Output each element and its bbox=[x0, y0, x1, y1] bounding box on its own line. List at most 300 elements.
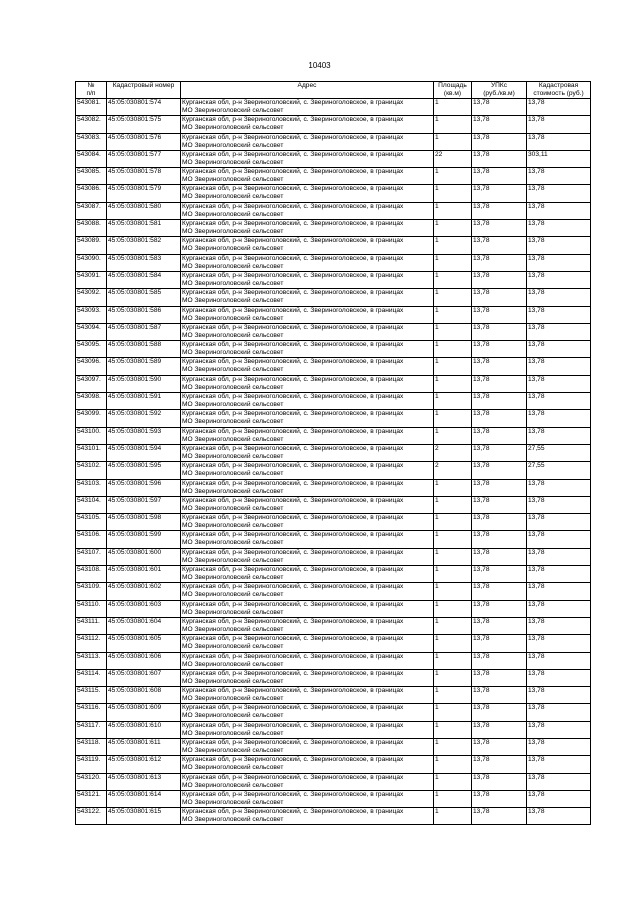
upks-value: 13,78 bbox=[472, 341, 527, 358]
table-row bbox=[76, 496, 591, 513]
cadastral-number: 45:05:030801:613 bbox=[107, 773, 181, 790]
address-line-2: МО Звериноголовский сельсовет bbox=[182, 487, 284, 495]
address bbox=[181, 323, 434, 340]
upks-value: 13,78 bbox=[472, 358, 527, 375]
address bbox=[181, 583, 434, 600]
upks-value: 13,78 bbox=[472, 652, 527, 669]
cadastral-cost-value: 13,78 bbox=[527, 704, 591, 721]
upks-value: 13,78 bbox=[472, 617, 527, 634]
address-line-1: Курганская обл, р-н Звериноголовский, с. Звериноголовское, в границах bbox=[182, 808, 404, 816]
row-number: 543121. bbox=[76, 790, 107, 807]
area-value: 1 bbox=[434, 254, 472, 271]
header-area-line-1: Площадь bbox=[438, 82, 467, 89]
area-value: 1 bbox=[434, 375, 472, 392]
address-line-1: Курганская обл, р-н Звериноголовский, с. Звериноголовское, в границах bbox=[182, 358, 404, 366]
cadastral-number: 45:05:030801:606 bbox=[107, 652, 181, 669]
address bbox=[181, 150, 434, 167]
cadastral-cost-value: 27,55 bbox=[527, 462, 591, 479]
upks-value: 13,78 bbox=[472, 462, 527, 479]
cadastral-cost-value: 13,78 bbox=[527, 566, 591, 583]
table-row bbox=[76, 393, 591, 410]
address-line-1: Курганская обл, р-н Звериноголовский, с. Звериноголовское, в границах bbox=[182, 617, 404, 625]
header-cost bbox=[527, 82, 591, 99]
address-line-2: МО Звериноголовский сельсовет bbox=[182, 660, 284, 668]
cadastral-number: 45:05:030801:607 bbox=[107, 669, 181, 686]
cadastral-cost-value: 13,78 bbox=[527, 548, 591, 565]
area-value: 1 bbox=[434, 756, 472, 773]
cadastral-number: 45:05:030801:601 bbox=[107, 566, 181, 583]
cadastral-cost-value: 13,78 bbox=[527, 306, 591, 323]
upks-value: 13,78 bbox=[472, 306, 527, 323]
cadastral-number: 45:05:030801:595 bbox=[107, 462, 181, 479]
address bbox=[181, 254, 434, 271]
area-value: 1 bbox=[434, 185, 472, 202]
cadastral-cost-value: 13,78 bbox=[527, 410, 591, 427]
cadastral-cost-value: 13,78 bbox=[527, 514, 591, 531]
table-row bbox=[76, 721, 591, 738]
address-line-2: МО Звериноголовский сельсовет bbox=[182, 383, 284, 391]
address bbox=[181, 410, 434, 427]
address-line-1: Курганская обл, р-н Звериноголовский, с. Звериноголовское, в границах bbox=[182, 427, 404, 435]
table-row bbox=[76, 410, 591, 427]
row-number: 543091. bbox=[76, 271, 107, 288]
address-line-2: МО Звериноголовский сельсовет bbox=[182, 418, 284, 426]
cadastral-cost-value: 303,11 bbox=[527, 150, 591, 167]
row-number: 543098. bbox=[76, 393, 107, 410]
cadastral-cost-value: 13,78 bbox=[527, 808, 591, 825]
table-row bbox=[76, 790, 591, 807]
address-line-1: Курганская обл, р-н Звериноголовский, с. Звериноголовское, в границах bbox=[182, 306, 404, 314]
address-line-2: МО Звериноголовский сельсовет bbox=[182, 729, 284, 737]
address-line-1: Курганская обл, р-н Звериноголовский, с. Звериноголовское, в границах bbox=[182, 462, 404, 470]
area-value: 1 bbox=[434, 548, 472, 565]
upks-value: 13,78 bbox=[472, 635, 527, 652]
cadastral-number: 45:05:030801:609 bbox=[107, 704, 181, 721]
area-value: 1 bbox=[434, 341, 472, 358]
table-row bbox=[76, 738, 591, 755]
area-value: 2 bbox=[434, 444, 472, 461]
header-cost-line-2: стоимость (руб.) bbox=[533, 90, 584, 97]
upks-value: 13,78 bbox=[472, 393, 527, 410]
cadastral-number: 45:05:030801:590 bbox=[107, 375, 181, 392]
cadastral-cost-value: 13,78 bbox=[527, 289, 591, 306]
cadastral-cost-value: 13,78 bbox=[527, 669, 591, 686]
row-number: 543093. bbox=[76, 306, 107, 323]
cadastral-number: 45:05:030801:583 bbox=[107, 254, 181, 271]
cadastral-number: 45:05:030801:576 bbox=[107, 133, 181, 150]
table-row bbox=[76, 202, 591, 219]
header-cost-line-1: Кадастровая bbox=[538, 82, 579, 89]
upks-value: 13,78 bbox=[472, 289, 527, 306]
cadastral-number: 45:05:030801:582 bbox=[107, 237, 181, 254]
address-line-1: Курганская обл, р-н Звериноголовский, с. Звериноголовское, в границах bbox=[182, 669, 404, 677]
upks-value: 13,78 bbox=[472, 375, 527, 392]
address-line-2: МО Звериноголовский сельсовет bbox=[182, 228, 284, 236]
cadastral-number: 45:05:030801:579 bbox=[107, 185, 181, 202]
area-value: 1 bbox=[434, 808, 472, 825]
address-line-2: МО Звериноголовский сельсовет bbox=[182, 591, 284, 599]
row-number: 543120. bbox=[76, 773, 107, 790]
address-line-1: Курганская обл, р-н Звериноголовский, с. Звериноголовское, в границах bbox=[182, 738, 404, 746]
table-row bbox=[76, 669, 591, 686]
upks-value: 13,78 bbox=[472, 150, 527, 167]
address-line-2: МО Звериноголовский сельсовет bbox=[182, 245, 284, 253]
address-line-1: Курганская обл, р-н Звериноголовский, с. Звериноголовское, в границах bbox=[182, 514, 404, 522]
header-num bbox=[76, 82, 107, 99]
address-line-1: Курганская обл, р-н Звериноголовский, с. Звериноголовское, в границах bbox=[182, 652, 404, 660]
address-line-2: МО Звериноголовский сельсовет bbox=[182, 643, 284, 651]
row-number: 543108. bbox=[76, 566, 107, 583]
address-line-1: Курганская обл, р-н Звериноголовский, с. Звериноголовское, в границах bbox=[182, 271, 404, 279]
cadastral-number: 45:05:030801:586 bbox=[107, 306, 181, 323]
cadastral-cost-value: 13,78 bbox=[527, 496, 591, 513]
area-value: 1 bbox=[434, 652, 472, 669]
address-line-1: Курганская обл, р-н Звериноголовский, с. Звериноголовское, в границах bbox=[182, 704, 404, 712]
address bbox=[181, 773, 434, 790]
area-value: 1 bbox=[434, 237, 472, 254]
cadastral-number: 45:05:030801:614 bbox=[107, 790, 181, 807]
address-line-2: МО Звериноголовский сельсовет bbox=[182, 349, 284, 357]
area-value: 1 bbox=[434, 514, 472, 531]
area-value: 1 bbox=[434, 410, 472, 427]
address bbox=[181, 479, 434, 496]
upks-value: 13,78 bbox=[472, 756, 527, 773]
cadastral-cost-value: 13,78 bbox=[527, 635, 591, 652]
cadastral-cost-value: 13,78 bbox=[527, 652, 591, 669]
address-line-1: Курганская обл, р-н Звериноголовский, с. Звериноголовское, в границах bbox=[182, 99, 404, 106]
upks-value: 13,78 bbox=[472, 168, 527, 185]
table-row bbox=[76, 548, 591, 565]
address bbox=[181, 358, 434, 375]
address bbox=[181, 271, 434, 288]
address-line-1: Курганская обл, р-н Звериноголовский, с. Звериноголовское, в границах bbox=[182, 600, 404, 608]
cadastral-cost-value: 13,78 bbox=[527, 531, 591, 548]
upks-value: 13,78 bbox=[472, 669, 527, 686]
upks-value: 13,78 bbox=[472, 99, 527, 116]
header-upks bbox=[472, 82, 527, 99]
upks-value: 13,78 bbox=[472, 790, 527, 807]
address bbox=[181, 756, 434, 773]
area-value: 1 bbox=[434, 271, 472, 288]
address bbox=[181, 496, 434, 513]
table-row bbox=[76, 617, 591, 634]
cadastral-cost-value: 13,78 bbox=[527, 600, 591, 617]
table-row bbox=[76, 479, 591, 496]
address-line-1: Курганская обл, р-н Звериноголовский, с. Звериноголовское, в границах bbox=[182, 185, 404, 193]
table-row bbox=[76, 271, 591, 288]
cadastral-number: 45:05:030801:608 bbox=[107, 687, 181, 704]
table-row bbox=[76, 566, 591, 583]
cadastral-cost-value: 13,78 bbox=[527, 375, 591, 392]
area-value: 1 bbox=[434, 133, 472, 150]
row-number: 543102. bbox=[76, 462, 107, 479]
cadastral-cost-value: 13,78 bbox=[527, 202, 591, 219]
address bbox=[181, 669, 434, 686]
cadastral-number: 45:05:030801:615 bbox=[107, 808, 181, 825]
area-value: 1 bbox=[434, 617, 472, 634]
cadastral-number: 45:05:030801:587 bbox=[107, 323, 181, 340]
upks-value: 13,78 bbox=[472, 427, 527, 444]
row-number: 543087. bbox=[76, 202, 107, 219]
upks-value: 13,78 bbox=[472, 808, 527, 825]
address-line-1: Курганская обл, р-н Звериноголовский, с. Звериноголовское, в границах bbox=[182, 220, 404, 228]
row-number: 543101. bbox=[76, 444, 107, 461]
cadastral-cost-value: 13,78 bbox=[527, 738, 591, 755]
upks-value: 13,78 bbox=[472, 600, 527, 617]
address bbox=[181, 237, 434, 254]
row-number: 543100. bbox=[76, 427, 107, 444]
area-value: 1 bbox=[434, 790, 472, 807]
address-line-1: Курганская обл, р-н Звериноголовский, с. Звериноголовское, в границах bbox=[182, 289, 404, 297]
cadastral-cost-value: 13,78 bbox=[527, 756, 591, 773]
table-row bbox=[76, 514, 591, 531]
address bbox=[181, 168, 434, 185]
page-number: 10403 bbox=[308, 61, 331, 70]
cadastral-cost-value: 13,78 bbox=[527, 721, 591, 738]
address-line-2: МО Звериноголовский сельсовет bbox=[182, 522, 284, 530]
cadastral-number: 45:05:030801:596 bbox=[107, 479, 181, 496]
address-line-1: Курганская обл, р-н Звериноголовский, с. Звериноголовское, в границах bbox=[182, 687, 404, 695]
header-upks-line-2: (руб./кв.м) bbox=[483, 90, 515, 97]
cadastral-number: 45:05:030801:574 bbox=[107, 99, 181, 116]
address-line-2: МО Звериноголовский сельсовет bbox=[182, 781, 284, 789]
address-line-2: МО Звериноголовский сельсовет bbox=[182, 366, 284, 374]
address-line-2: МО Звериноголовский сельсовет bbox=[182, 764, 284, 772]
row-number: 543112. bbox=[76, 635, 107, 652]
address-line-1: Курганская обл, р-н Звериноголовский, с. Звериноголовское, в границах bbox=[182, 254, 404, 262]
upks-value: 13,78 bbox=[472, 531, 527, 548]
upks-value: 13,78 bbox=[472, 514, 527, 531]
address bbox=[181, 306, 434, 323]
cadastral-number: 45:05:030801:575 bbox=[107, 116, 181, 133]
address-line-2: МО Звериноголовский сельсовет bbox=[182, 279, 284, 287]
table-row bbox=[76, 704, 591, 721]
area-value: 1 bbox=[434, 583, 472, 600]
row-number: 543119. bbox=[76, 756, 107, 773]
address-line-1: Курганская обл, р-н Звериноголовский, с. Звериноголовское, в границах bbox=[182, 635, 404, 643]
address-line-2: МО Звериноголовский сельсовет bbox=[182, 401, 284, 409]
area-value: 1 bbox=[434, 358, 472, 375]
table-row bbox=[76, 150, 591, 167]
cadastral-cost-value: 13,78 bbox=[527, 254, 591, 271]
address-line-2: МО Звериноголовский сельсовет bbox=[182, 539, 284, 547]
table-row bbox=[76, 600, 591, 617]
address-line-1: Курганская обл, р-н Звериноголовский, с. Звериноголовское, в границах bbox=[182, 202, 404, 210]
table-row bbox=[76, 323, 591, 340]
address-line-1: Курганская обл, р-н Звериноголовский, с. Звериноголовское, в границах bbox=[182, 496, 404, 504]
header-num-line-1: № bbox=[87, 82, 95, 89]
address-line-2: МО Звериноголовский сельсовет bbox=[182, 712, 284, 720]
row-number: 543097. bbox=[76, 375, 107, 392]
upks-value: 13,78 bbox=[472, 583, 527, 600]
cadastral-register-table bbox=[75, 81, 591, 825]
address-line-1: Курганская обл, р-н Звериноголовский, с. Звериноголовское, в границах bbox=[182, 116, 404, 124]
upks-value: 13,78 bbox=[472, 721, 527, 738]
address bbox=[181, 687, 434, 704]
address-line-1: Курганская обл, р-н Звериноголовский, с. Звериноголовское, в границах bbox=[182, 237, 404, 245]
address-line-2: МО Звериноголовский сельсовет bbox=[182, 331, 284, 339]
address-line-2: МО Звериноголовский сельсовет bbox=[182, 435, 284, 443]
cadastral-cost-value: 13,78 bbox=[527, 99, 591, 116]
area-value: 1 bbox=[434, 738, 472, 755]
address bbox=[181, 808, 434, 825]
cadastral-cost-value: 13,78 bbox=[527, 271, 591, 288]
row-number: 543095. bbox=[76, 341, 107, 358]
area-value: 1 bbox=[434, 289, 472, 306]
header-area-line-2: (кв.м) bbox=[443, 90, 462, 97]
cadastral-number: 45:05:030801:591 bbox=[107, 393, 181, 410]
cadastral-number: 45:05:030801:602 bbox=[107, 583, 181, 600]
address-line-2: МО Звериноголовский сельсовет bbox=[182, 262, 284, 270]
upks-value: 13,78 bbox=[472, 323, 527, 340]
address bbox=[181, 393, 434, 410]
address-line-2: МО Звериноголовский сельсовет bbox=[182, 210, 284, 218]
upks-value: 13,78 bbox=[472, 202, 527, 219]
address bbox=[181, 220, 434, 237]
cadastral-number: 45:05:030801:588 bbox=[107, 341, 181, 358]
cadastral-number: 45:05:030801:594 bbox=[107, 444, 181, 461]
address-line-2: МО Звериноголовский сельсовет bbox=[182, 798, 284, 806]
address bbox=[181, 790, 434, 807]
cadastral-number: 45:05:030801:599 bbox=[107, 531, 181, 548]
area-value: 1 bbox=[434, 687, 472, 704]
cadastral-cost-value: 13,78 bbox=[527, 358, 591, 375]
upks-value: 13,78 bbox=[472, 687, 527, 704]
row-number: 543117. bbox=[76, 721, 107, 738]
address bbox=[181, 116, 434, 133]
row-number: 543089. bbox=[76, 237, 107, 254]
cadastral-cost-value: 13,78 bbox=[527, 237, 591, 254]
cadastral-cost-value: 13,78 bbox=[527, 687, 591, 704]
cadastral-number: 45:05:030801:605 bbox=[107, 635, 181, 652]
address bbox=[181, 375, 434, 392]
cadastral-cost-value: 13,78 bbox=[527, 341, 591, 358]
header-row bbox=[76, 82, 591, 99]
header-cadastral: Кадастровый номер bbox=[107, 82, 181, 99]
table-row bbox=[76, 289, 591, 306]
row-number: 543088. bbox=[76, 220, 107, 237]
table-row bbox=[76, 116, 591, 133]
address bbox=[181, 444, 434, 461]
address bbox=[181, 99, 434, 116]
table-row bbox=[76, 375, 591, 392]
area-value: 1 bbox=[434, 773, 472, 790]
row-number: 543086. bbox=[76, 185, 107, 202]
row-number: 543083. bbox=[76, 133, 107, 150]
cadastral-cost-value: 13,78 bbox=[527, 479, 591, 496]
address bbox=[181, 341, 434, 358]
upks-value: 13,78 bbox=[472, 133, 527, 150]
area-value: 1 bbox=[434, 600, 472, 617]
upks-value: 13,78 bbox=[472, 479, 527, 496]
row-number: 543092. bbox=[76, 289, 107, 306]
address-line-2: МО Звериноголовский сельсовет bbox=[182, 574, 284, 582]
area-value: 2 bbox=[434, 462, 472, 479]
table-row bbox=[76, 462, 591, 479]
table-row bbox=[76, 185, 591, 202]
table-row bbox=[76, 773, 591, 790]
cadastral-number: 45:05:030801:578 bbox=[107, 168, 181, 185]
upks-value: 13,78 bbox=[472, 271, 527, 288]
address bbox=[181, 721, 434, 738]
address-line-2: МО Звериноголовский сельсовет bbox=[182, 176, 284, 184]
cadastral-cost-value: 13,78 bbox=[527, 773, 591, 790]
table-row bbox=[76, 220, 591, 237]
table-row bbox=[76, 306, 591, 323]
area-value: 1 bbox=[434, 566, 472, 583]
area-value: 1 bbox=[434, 669, 472, 686]
address-line-2: МО Звериноголовский сельсовет bbox=[182, 746, 284, 754]
cadastral-cost-value: 13,78 bbox=[527, 133, 591, 150]
address-line-1: Курганская обл, р-н Звериноголовский, с. Звериноголовское, в границах bbox=[182, 393, 404, 401]
upks-value: 13,78 bbox=[472, 496, 527, 513]
cadastral-cost-value: 13,78 bbox=[527, 168, 591, 185]
cadastral-number: 45:05:030801:597 bbox=[107, 496, 181, 513]
area-value: 1 bbox=[434, 202, 472, 219]
upks-value: 13,78 bbox=[472, 548, 527, 565]
address-line-2: МО Звериноголовский сельсовет bbox=[182, 556, 284, 564]
area-value: 1 bbox=[434, 496, 472, 513]
cadastral-number: 45:05:030801:589 bbox=[107, 358, 181, 375]
address-line-1: Курганская обл, р-н Звериноголовский, с. Звериноголовское, в границах bbox=[182, 375, 404, 383]
cadastral-cost-value: 27,55 bbox=[527, 444, 591, 461]
cadastral-number: 45:05:030801:585 bbox=[107, 289, 181, 306]
address bbox=[181, 566, 434, 583]
cadastral-cost-value: 13,78 bbox=[527, 583, 591, 600]
area-value: 1 bbox=[434, 721, 472, 738]
row-number: 543109. bbox=[76, 583, 107, 600]
address-line-1: Курганская обл, р-н Звериноголовский, с. Звериноголовское, в границах bbox=[182, 168, 404, 176]
header-area bbox=[434, 82, 472, 99]
address-line-2: МО Звериноголовский сельсовет bbox=[182, 124, 284, 132]
address bbox=[181, 202, 434, 219]
address-line-2: МО Звериноголовский сельсовет bbox=[182, 297, 284, 305]
address bbox=[181, 427, 434, 444]
table-row bbox=[76, 808, 591, 825]
table-row bbox=[76, 358, 591, 375]
row-number: 543103. bbox=[76, 479, 107, 496]
address-line-1: Курганская обл, р-н Звериноголовский, с. Звериноголовское, в границах bbox=[182, 479, 404, 487]
row-number: 543114. bbox=[76, 669, 107, 686]
address-line-2: МО Звериноголовский сельсовет bbox=[182, 314, 284, 322]
address bbox=[181, 531, 434, 548]
upks-value: 13,78 bbox=[472, 116, 527, 133]
address bbox=[181, 548, 434, 565]
cadastral-number: 45:05:030801:598 bbox=[107, 514, 181, 531]
address bbox=[181, 289, 434, 306]
cadastral-number: 45:05:030801:584 bbox=[107, 271, 181, 288]
area-value: 1 bbox=[434, 323, 472, 340]
upks-value: 13,78 bbox=[472, 254, 527, 271]
row-number: 543118. bbox=[76, 738, 107, 755]
address bbox=[181, 514, 434, 531]
cadastral-number: 45:05:030801:610 bbox=[107, 721, 181, 738]
table-row bbox=[76, 237, 591, 254]
address-line-2: МО Звериноголовский сельсовет bbox=[182, 504, 284, 512]
cadastral-number: 45:05:030801:592 bbox=[107, 410, 181, 427]
address-line-1: Курганская обл, р-н Звериноголовский, с. Звериноголовское, в границах bbox=[182, 444, 404, 452]
cadastral-cost-value: 13,78 bbox=[527, 617, 591, 634]
table-row bbox=[76, 133, 591, 150]
address-line-2: МО Звериноголовский сельсовет bbox=[182, 452, 284, 460]
address bbox=[181, 617, 434, 634]
address bbox=[181, 133, 434, 150]
address-line-1: Курганская обл, р-н Звериноголовский, с. Звериноголовское, в границах bbox=[182, 150, 404, 158]
cadastral-number: 45:05:030801:580 bbox=[107, 202, 181, 219]
row-number: 543085. bbox=[76, 168, 107, 185]
cadastral-cost-value: 13,78 bbox=[527, 220, 591, 237]
upks-value: 13,78 bbox=[472, 237, 527, 254]
